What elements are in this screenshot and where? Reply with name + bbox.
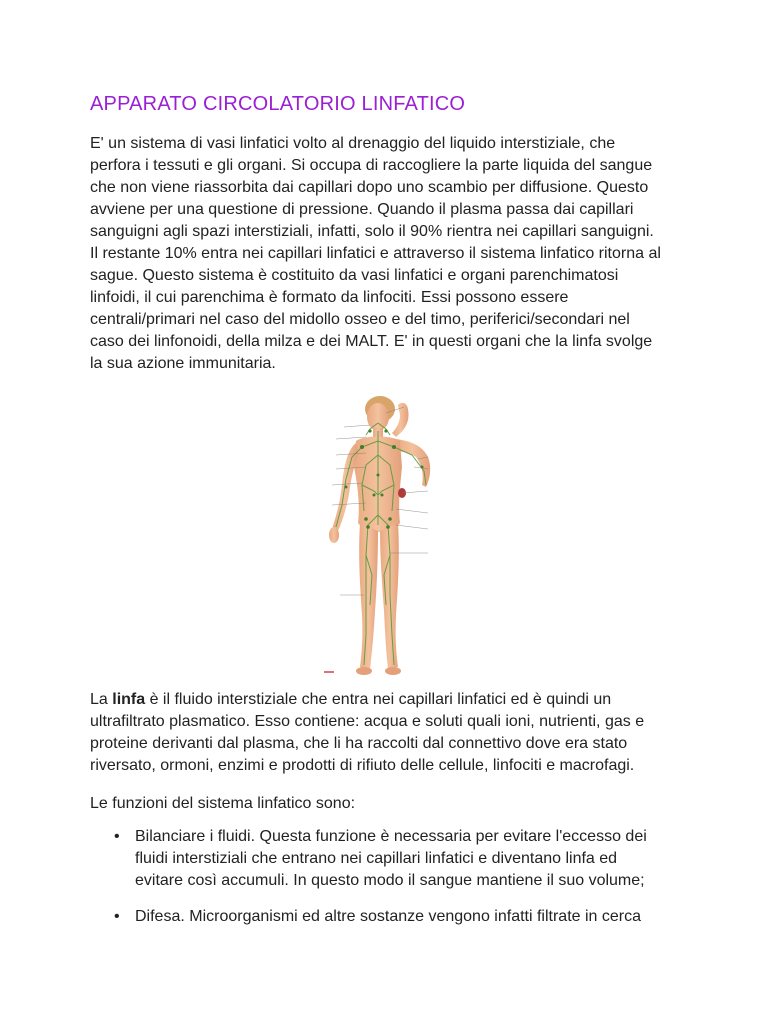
paragraph-line: centrali/primari nel caso del midollo osseo e del timo, periferici/secondari nel [90,311,630,328]
bullet-icon: • [114,908,120,925]
document-title: APPARATO CIRCOLATORIO LINFATICO [90,93,466,115]
list-item [90,906,690,928]
paragraph-line: linfoidi, il cui parenchima è formato da linfociti. Essi possono essere [90,289,569,306]
paragraph-line: perfora i tessuti e gli organi. Si occupa di raccogliere la parte liquida del sangue [90,157,653,174]
text-segment: La [90,691,113,708]
paragraph-line: riversato, ormoni, enzimi e prodotti di rifiuto delle cellule, linfociti e macrofagi. [90,757,635,774]
paragraph-line: proteine derivanti dal plasma, che li ha raccolti dal connettivo dove era stato [90,735,628,752]
paragraph-line: avviene per una questione di pressione. Quando il plasma passa dai capillari [90,201,634,218]
list-item-line: fluidi interstiziali che entrano nei capillari linfatici e diventano linfa ed [135,850,618,867]
list-item [90,826,690,892]
paragraph-line: sanguigni agli spazi interstiziali, infatti, solo il 90% rientra nei capillari sanguigni. [90,223,654,240]
lymph-paragraph [90,689,686,777]
lymphatic-system-figure [322,395,448,677]
list-item-line: evitare così accumuli. In questo modo il sangue mantiene il suo volume; [135,872,645,889]
functions-list [90,826,690,942]
paragraph-line [90,689,686,711]
paragraph-line: ultrafiltrato plasmatico. Esso contiene: acqua e soluti quali ioni, nutrienti, gas e [90,713,645,730]
list-item-line: Bilanciare i fluidi. Questa funzione è necessaria per evitare l'eccesso dei [135,828,647,845]
paragraph-line: la sua azione immunitaria. [90,355,276,372]
text-segment: è il fluido interstiziale che entra nei capillari linfatici ed è quindi un [145,691,612,708]
paragraph-line: caso dei linfonoidi, della milza e dei MALT. E' in questi organi che la linfa svolge [90,333,653,350]
paragraph-line: che non viene riassorbita dai capillari dopo uno scambio per diffusione. Questo [90,179,649,196]
paragraph-line: sague. Questo sistema è costituito da vasi linfatici e organi parenchimatosi [90,267,619,284]
list-item-line: Difesa. Microorganismi ed altre sostanze vengono infatti filtrate in cerca [135,908,642,925]
functions-intro: Le funzioni del sistema linfatico sono: [90,795,356,812]
bullet-icon: • [114,828,120,845]
intro-paragraph [90,133,686,375]
paragraph-line: E' un sistema di vasi linfatici volto al drenaggio del liquido interstiziale, che [90,135,616,152]
bold-term-linfa: linfa [112,691,146,708]
paragraph-line: Il restante 10% entra nei capillari linfatici e attraverso il sistema linfatico ritorna al [90,245,661,262]
